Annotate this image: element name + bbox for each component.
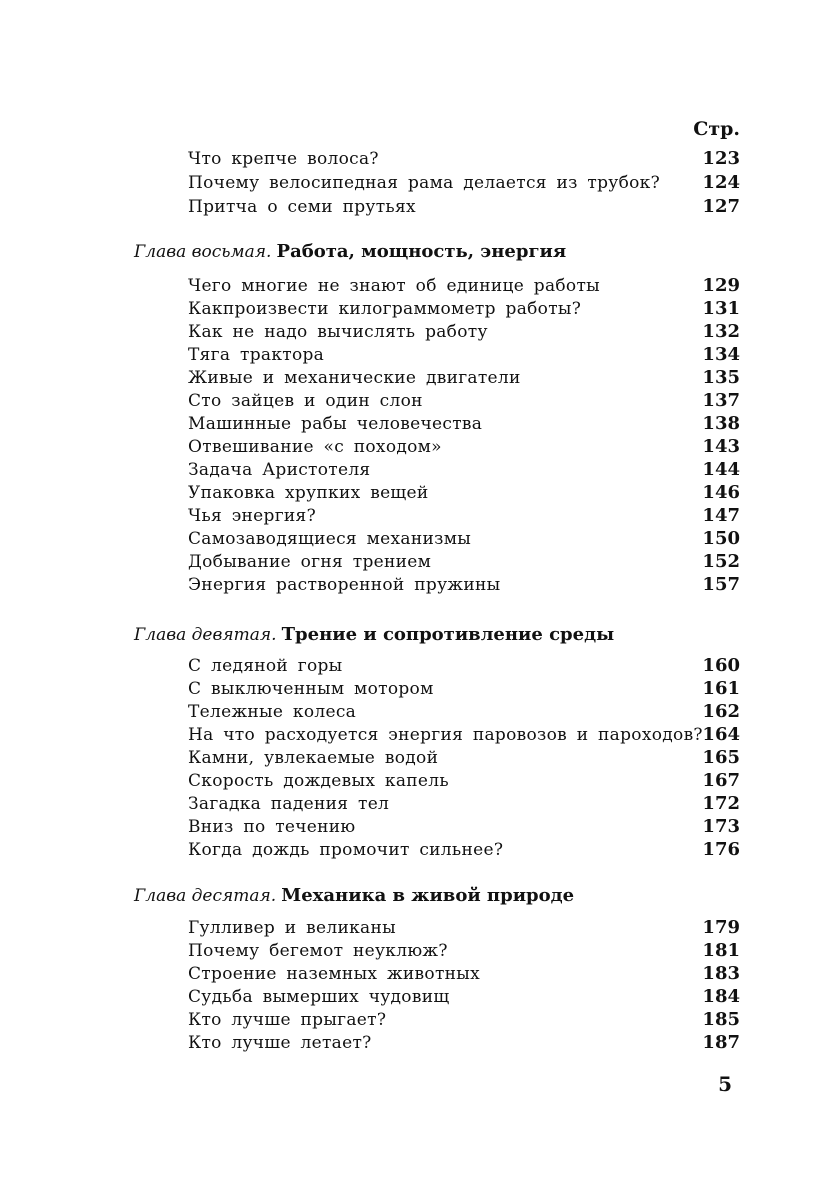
toc-entry-title: Что крепче волоса? [188, 149, 379, 169]
toc-entry-page: 144 [702, 459, 740, 480]
toc-entry [188, 746, 740, 770]
toc-entry [188, 435, 740, 459]
toc-entry-page: 184 [702, 986, 740, 1007]
toc-entry-page: 176 [702, 839, 740, 860]
toc-entry [188, 366, 740, 390]
toc-entry [188, 700, 740, 724]
toc-entry [188, 723, 740, 747]
toc-entry-page: 162 [702, 701, 740, 722]
toc-entry-title: Сто зайцев и один слон [188, 391, 423, 411]
toc-entry-page: 150 [702, 528, 740, 549]
toc-entry [188, 147, 740, 171]
toc-entry-page: 123 [702, 148, 740, 169]
toc-entry-title: Судьба вымерших чудовищ [188, 987, 450, 1007]
toc-entry-title: Кто лучше летает? [188, 1033, 372, 1053]
toc-entry-title: Самозаводящиеся механизмы [188, 529, 472, 549]
toc-entry-page: 146 [702, 482, 740, 503]
toc-entry [188, 550, 740, 574]
toc-entry [188, 838, 740, 862]
toc-entry [188, 769, 740, 793]
toc-entry [188, 1008, 740, 1032]
toc-entry-page: 161 [702, 678, 740, 699]
toc-entry [188, 195, 740, 219]
toc-entry-title: Почему велосипедная рама делается из трубок? [188, 173, 661, 193]
toc-entry-page: 124 [702, 172, 740, 193]
toc-entry-title: На что расходуется энергия паровозов и пароходов? [188, 725, 703, 745]
toc-entry [188, 297, 740, 321]
toc-entry-page: 138 [702, 413, 740, 434]
toc-entry [188, 654, 740, 678]
toc-entry [188, 481, 740, 505]
toc-entry-page: 132 [702, 321, 740, 342]
toc-entry [188, 504, 740, 528]
toc-entry [188, 939, 740, 963]
chapter-title: Трение и сопротивление среды [281, 624, 615, 645]
toc-entry-title: Когда дождь промочит сильнее? [188, 840, 504, 860]
toc-entry-title: Энергия растворенной пружины [188, 575, 501, 595]
toc-entry-page: 187 [702, 1032, 740, 1053]
toc-entry [188, 573, 740, 597]
chapter-heading-9 [134, 621, 614, 649]
toc-entry [188, 320, 740, 344]
toc-entry [188, 916, 740, 940]
chapter-heading-8 [134, 238, 566, 266]
toc-entry-title: Вниз по течению [188, 817, 356, 837]
toc-entry-title: С выключенным мотором [188, 679, 434, 699]
toc-entry-page: 135 [702, 367, 740, 388]
toc-entry [188, 815, 740, 839]
toc-entry-page: 127 [702, 196, 740, 217]
chapter-label: Глава девятая. [134, 625, 277, 645]
toc-entry-page: 164 [702, 724, 740, 745]
toc-entry-title: Кто лучше прыгает? [188, 1010, 387, 1030]
toc-entry [188, 985, 740, 1009]
toc-entry-page: 172 [702, 793, 740, 814]
toc-entry-page: 160 [702, 655, 740, 676]
toc-entry [188, 412, 740, 436]
toc-entry-page: 147 [702, 505, 740, 526]
toc-entry [188, 389, 740, 413]
toc-entry-title: Задача Аристотеля [188, 460, 371, 480]
toc-entry-title: Добывание огня трением [188, 552, 432, 572]
toc-entry [188, 458, 740, 482]
toc-entry-title: Загадка падения тел [188, 794, 390, 814]
toc-entry-title: Как не надо вычислять работу [188, 322, 488, 342]
toc-entry-title: С ледяной горы [188, 656, 343, 676]
page-column-header: Стр. [693, 118, 740, 140]
toc-entry [188, 1031, 740, 1055]
toc-entry-page: 152 [702, 551, 740, 572]
toc-entry [188, 343, 740, 367]
toc-entry-title: Машинные рабы человечества [188, 414, 483, 434]
toc-entry-page: 165 [702, 747, 740, 768]
toc-entry-page: 131 [702, 298, 740, 319]
toc-entry-page: 167 [702, 770, 740, 791]
toc-entry [188, 274, 740, 298]
toc-entry [188, 962, 740, 986]
toc-entry-page: 173 [702, 816, 740, 837]
toc-entry-page: 134 [702, 344, 740, 365]
chapter-title: Механика в живой природе [281, 885, 575, 906]
toc-entry-page: 157 [702, 574, 740, 595]
toc-entry-page: 129 [702, 275, 740, 296]
toc-entry-title: Чья энергия? [188, 506, 316, 526]
toc-entry-title: Отвешивание «с походом» [188, 437, 442, 457]
toc-entry-title: Какпроизвести килограммометр работы? [188, 299, 582, 319]
toc-entry-title: Тяга трактора [188, 345, 325, 365]
toc-entry-title: Тележные колеса [188, 702, 357, 722]
toc-entry-title: Живые и механические двигатели [188, 368, 521, 388]
toc-entry-title: Гулливер и великаны [188, 918, 396, 938]
toc-entry-title: Строение наземных животных [188, 964, 481, 984]
toc-entry-page: 143 [702, 436, 740, 457]
toc-entry [188, 792, 740, 816]
chapter-label: Глава десятая. [134, 886, 277, 906]
toc-entry-page: 185 [702, 1009, 740, 1030]
toc-entry-title: Почему бегемот неуклюж? [188, 941, 448, 961]
toc-entry-page: 179 [702, 917, 740, 938]
chapter-title: Работа, мощность, энергия [276, 241, 567, 262]
chapter-heading-10 [134, 882, 574, 910]
toc-entry-title: Скорость дождевых капель [188, 771, 449, 791]
toc-entry-page: 183 [702, 963, 740, 984]
toc-entry-page: 137 [702, 390, 740, 411]
toc-entry [188, 677, 740, 701]
page-number: 5 [718, 1072, 732, 1096]
toc-entry-title: Камни, увлекаемые водой [188, 748, 439, 768]
toc-entry-title: Чего многие не знают об единице работы [188, 276, 600, 296]
toc-entry-title: Упаковка хрупких вещей [188, 483, 429, 503]
chapter-label: Глава восьмая. [134, 242, 272, 262]
toc-entry [188, 171, 740, 195]
toc-entry [188, 527, 740, 551]
toc-entry-page: 181 [702, 940, 740, 961]
toc-entry-title: Притча о семи прутьях [188, 197, 416, 217]
